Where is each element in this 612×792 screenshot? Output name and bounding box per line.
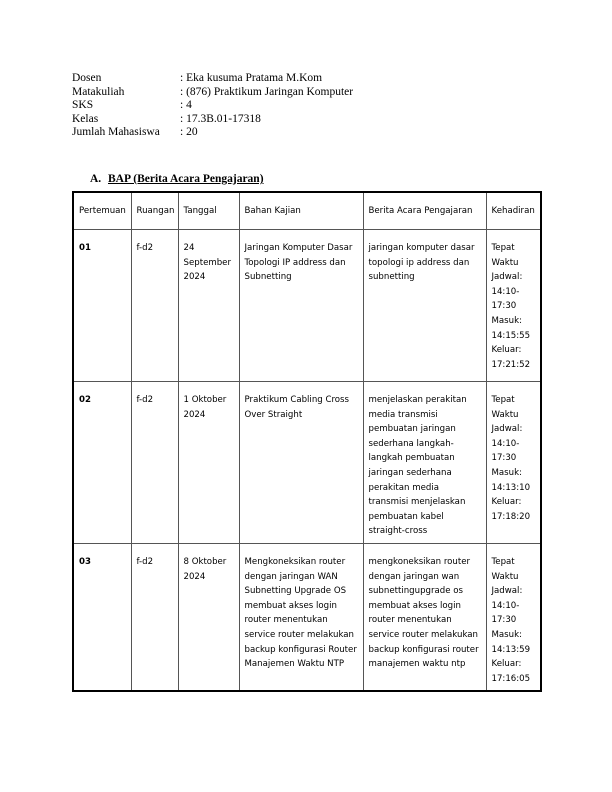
- bap-table: [72, 191, 542, 692]
- kehadiran-line: 17:18:20: [491, 511, 531, 522]
- info-row-dosen: [72, 72, 353, 86]
- cell-berita-acara: mengkoneksikan router dengan jaringan wan subnettingupgrade os membuat akses login router menentukan service router melakukan backup konfigurasi router manajemen waktu ntp: [363, 543, 486, 691]
- header-berita-acara: Berita Acara Pengajaran: [363, 192, 486, 230]
- kehadiran-line: 17:16:05: [491, 673, 531, 684]
- header-kehadiran: Kehadiran: [486, 192, 541, 230]
- section-title: BAP (Berita Acara Pengajaran): [108, 173, 264, 185]
- kehadiran-line: 14:10-: [491, 286, 520, 297]
- kehadiran-line: Jadwal:: [491, 586, 523, 597]
- info-value: : 4: [180, 99, 192, 112]
- info-row-matakuliah: [72, 86, 353, 100]
- kehadiran-line: Keluar:: [491, 659, 522, 670]
- kehadiran-line: Waktu: [491, 257, 519, 268]
- kehadiran-line: 14:10-: [491, 600, 520, 611]
- cell-berita-acara: menjelaskan perakitan media transmisi pembuatan jaringan sederhana langkah-langkah pembuatan jaringan sederhana perakitan media transmisi menjelaskan pembuatan kabel straight-cross: [363, 382, 486, 544]
- header-pertemuan: Pertemuan: [73, 192, 131, 230]
- info-row-jumlah-mahasiswa: [72, 126, 353, 140]
- info-value: : 17.3B.01-17318: [180, 112, 261, 125]
- kehadiran-line: 14:13:10: [491, 482, 531, 493]
- cell-bahan-kajian: Jaringan Komputer Dasar Topologi IP address dan Subnetting: [239, 230, 363, 382]
- info-label: Kelas: [72, 112, 99, 125]
- cell-ruangan: f-d2: [131, 230, 178, 382]
- info-label: Jumlah Mahasiswa: [72, 126, 160, 139]
- section-number: A.: [90, 173, 102, 185]
- kehadiran-line: 17:30: [491, 301, 517, 312]
- header-tanggal: Tanggal: [178, 192, 239, 230]
- cell-ruangan: f-d2: [131, 382, 178, 544]
- cell-berita-acara: jaringan komputer dasar topologi ip address dan subnetting: [363, 230, 486, 382]
- cell-kehadiran: [486, 382, 541, 544]
- cell-pertemuan: 02: [73, 382, 131, 544]
- table-row: [73, 230, 541, 382]
- cell-tanggal: 1 Oktober 2024: [178, 382, 239, 544]
- cell-tanggal: 24 September 2024: [178, 230, 239, 382]
- kehadiran-line: Waktu: [491, 409, 519, 420]
- kehadiran-line: Tepat: [491, 243, 515, 253]
- info-value: : 20: [180, 126, 198, 139]
- cell-bahan-kajian: Mengkoneksikan router dengan jaringan WAN Subnetting Upgrade OS membuat akses login router menentukan service router melakukan backup konfigurasi Router Manajemen Waktu NTP: [239, 543, 363, 691]
- kehadiran-line: Tepat: [491, 556, 515, 567]
- kehadiran-line: Keluar:: [491, 497, 522, 508]
- cell-bahan-kajian: Praktikum Cabling Cross Over Straight: [239, 382, 363, 544]
- info-label: SKS: [72, 99, 94, 112]
- info-label: Matakuliah: [72, 85, 125, 98]
- info-value: : (876) Praktikum Jaringan Komputer: [180, 85, 354, 98]
- cell-ruangan: f-d2: [131, 543, 178, 691]
- header-bahan-kajian: Bahan Kajian: [239, 192, 363, 230]
- kehadiran-line: 17:30: [491, 615, 517, 626]
- kehadiran-line: Masuk:: [491, 629, 522, 640]
- kehadiran-line: 14:13:59: [491, 644, 531, 655]
- cell-pertemuan: 01: [73, 230, 131, 382]
- info-value: : Eka kusuma Pratama M.Kom: [180, 72, 323, 84]
- cell-tanggal: 8 Oktober 2024: [178, 543, 239, 691]
- kehadiran-line: 14:10-: [491, 438, 520, 449]
- section-heading: [90, 173, 264, 185]
- course-info: [72, 72, 353, 140]
- table-row: [73, 543, 541, 691]
- kehadiran-line: Jadwal:: [491, 424, 523, 435]
- kehadiran-line: Tepat: [491, 395, 515, 405]
- cell-kehadiran: [486, 230, 541, 382]
- kehadiran-line: 14:15:55: [491, 330, 531, 341]
- cell-pertemuan: 03: [73, 543, 131, 691]
- info-label: Dosen: [72, 72, 102, 84]
- cell-kehadiran: [486, 543, 541, 691]
- info-row-kelas: [72, 113, 353, 127]
- table-header-row: [73, 192, 541, 230]
- kehadiran-line: 17:21:52: [491, 359, 531, 370]
- kehadiran-line: Jadwal:: [491, 272, 523, 283]
- kehadiran-line: 17:30: [491, 453, 517, 464]
- header-ruangan: Ruangan: [131, 192, 178, 230]
- kehadiran-line: Keluar:: [491, 345, 522, 356]
- info-row-sks: [72, 99, 353, 113]
- kehadiran-line: Masuk:: [491, 315, 522, 326]
- kehadiran-line: Waktu: [491, 571, 519, 582]
- table-row: [73, 382, 541, 544]
- kehadiran-line: Masuk:: [491, 467, 522, 478]
